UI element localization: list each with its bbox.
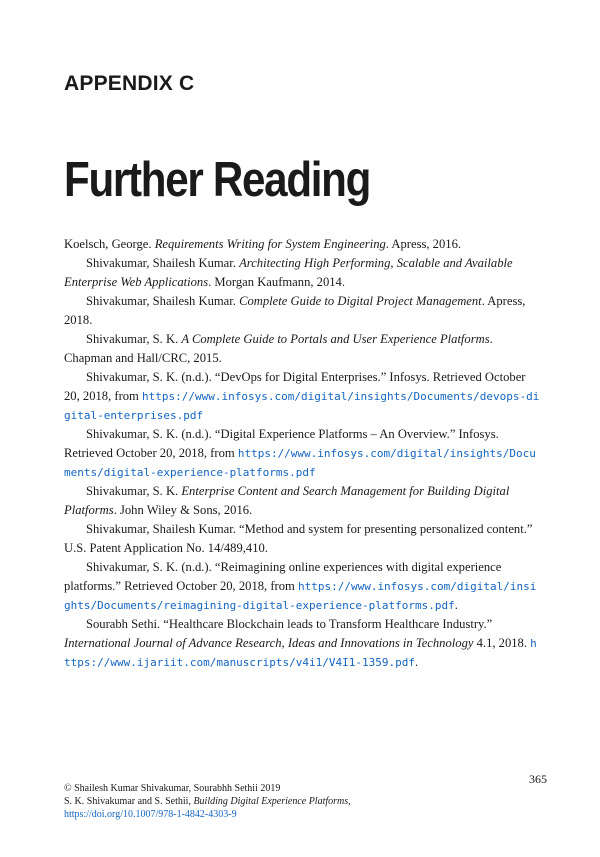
doi-link[interactable]: https://doi.org/10.1007/978-1-4842-4303-9 bbox=[64, 809, 237, 820]
copyright-line: © Shailesh Kumar Shivakumar, Sourabhh Sethii 2019 bbox=[64, 783, 281, 794]
reference-item: Shivakumar, S. K. (n.d.). “Reimagining online experiences with digital experience platforms.” Retrieved October 20, 2018, from https://www.infosys.com/digital/insights/Documents/reimagining-digital-experience-platforms.pdf. bbox=[64, 560, 537, 612]
page-title: Further Reading bbox=[64, 153, 371, 207]
reference-link[interactable]: https://www.infosys.com/digital/insights/Documents/reimagining-digital-experience-platforms.pdf bbox=[64, 580, 537, 612]
reference-item: Sourabh Sethi. “Healthcare Blockchain leads to Transform Healthcare Industry.” International Journal of Advance Research, Ideas and Innovations in Technology 4.1, 2018. https://www.ijariit.com/manuscripts/v4i1/V4I1-1359.pdf. bbox=[64, 617, 537, 669]
reference-list bbox=[64, 235, 542, 672]
reference-link[interactable]: https://www.infosys.com/digital/insights/Documents/devops-digital-enterprises.pdf bbox=[64, 390, 540, 422]
appendix-label: APPENDIX C bbox=[64, 72, 195, 95]
reference-item: Shivakumar, S. K. A Complete Guide to Portals and User Experience Platforms. Chapman and Hall/CRC, 2015. bbox=[64, 332, 493, 365]
reference-item: Shivakumar, Shailesh Kumar. Architecting High Performing, Scalable and Available Enterprise Web Applications. Morgan Kaufmann, 2014. bbox=[64, 256, 513, 289]
reference-item: Shivakumar, S. K. (n.d.). “Digital Experience Platforms – An Overview.” Infosys. Retrieved October 20, 2018, from https://www.infosys.com/digital/insights/Documents/digital-experience-platforms.pdf bbox=[64, 427, 536, 479]
reference-item: Shivakumar, S. K. (n.d.). “DevOps for Digital Enterprises.” Infosys. Retrieved October 20, 2018, from https://www.infosys.com/digital/insights/Documents/devops-digital-enterprises.pdf bbox=[64, 370, 540, 422]
reference-item: Koelsch, George. Requirements Writing for System Engineering. Apress, 2016. bbox=[64, 237, 462, 251]
reference-item: Shivakumar, Shailesh Kumar. “Method and system for presenting personalized content.” U.S. Patent Application No. 14/489,410. bbox=[64, 522, 533, 555]
copyright-footer bbox=[64, 782, 534, 821]
reference-item: Shivakumar, S. K. Enterprise Content and Search Management for Building Digital Platforms. John Wiley & Sons, 2016. bbox=[64, 484, 510, 517]
reference-link[interactable]: https://www.ijariit.com/manuscripts/v4i1/V4I1-1359.pdf bbox=[64, 637, 537, 669]
citation-line: S. K. Shivakumar and S. Sethii, Building Digital Experience Platforms, bbox=[64, 796, 351, 807]
page-number: 365 bbox=[529, 772, 547, 786]
reference-link[interactable]: https://www.infosys.com/digital/insights/Documents/digital-experience-platforms.pdf bbox=[64, 447, 536, 479]
reference-item: Shivakumar, Shailesh Kumar. Complete Guide to Digital Project Management. Apress, 2018. bbox=[64, 294, 526, 327]
